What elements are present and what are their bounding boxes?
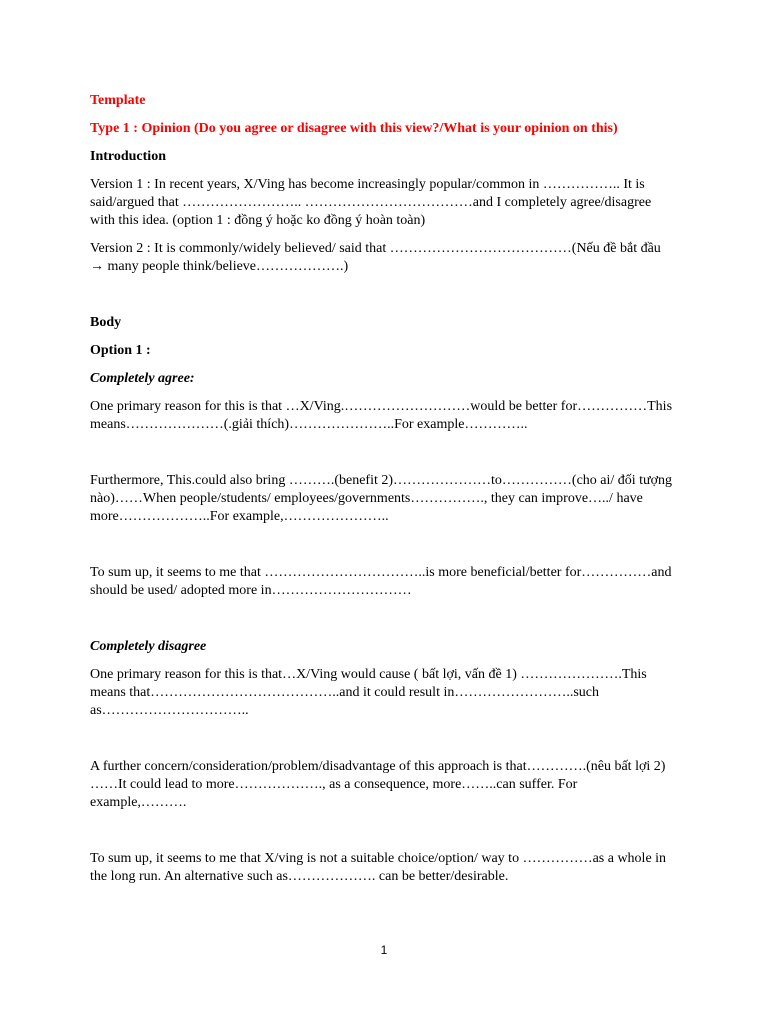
body-heading: Body	[90, 315, 122, 330]
disagree-paragraph-2: A further concern/consideration/problem/disadvantage of this approach is that………….(nêu bất lợi 2) ……It could lead to more………………., as a consequence, more……..can suffer. For example,……….	[90, 759, 666, 810]
document-page	[90, 92, 674, 886]
agree-paragraph-2: Furthermore, This.could also bring ……….(benefit 2)…………………to……………(cho ai/ đối tượng nào)……When people/students/ employees/governments……………., they can improve…../ have more………………..For example,…………………..	[90, 473, 673, 524]
introduction-heading: Introduction	[90, 149, 166, 164]
template-label: Template	[90, 93, 146, 108]
disagree-paragraph-3: To sum up, it seems to me that X/ving is not a suitable choice/option/ way to ……………as a whole in the long run. An alternative such as………………. can be better/desirable.	[90, 851, 667, 884]
completely-disagree-heading: Completely disagree	[90, 639, 207, 654]
completely-agree-heading: Completely agree:	[90, 371, 195, 386]
agree-paragraph-1: One primary reason for this is that …X/Ving.………………………would be better for……………This means…………………(.giải thích)…………………..For example…………..	[90, 399, 673, 432]
agree-paragraph-3: To sum up, it seems to me that ……………………………..is more beneficial/better for……………and should be used/ adopted more in…………………………	[90, 565, 672, 598]
type-heading: Type 1 : Opinion (Do you agree or disagree with this view?/What is your opinion on this)	[90, 121, 618, 136]
page-number: 1	[380, 943, 388, 957]
intro-version-2: Version 2 : It is commonly/widely believed/ said that …………………………………(Nếu đề bắt đầu → many people think/believe……………….)	[90, 241, 661, 274]
intro-version-1: Version 1 : In recent years, X/Ving has become increasingly popular/common in …………….. It is said/argued that …………………….. ………………………………and I completely agree/disagree with this idea. (option 1 : đồng ý hoặc ko đồng ý hoàn toàn)	[90, 177, 652, 228]
option1-heading: Option 1 :	[90, 343, 151, 358]
disagree-paragraph-1: One primary reason for this is that…X/Ving would cause ( bất lợi, vấn đề 1) ………………….This means that…………………………………..and it could result in……………………..such as…………………………..	[90, 667, 647, 718]
